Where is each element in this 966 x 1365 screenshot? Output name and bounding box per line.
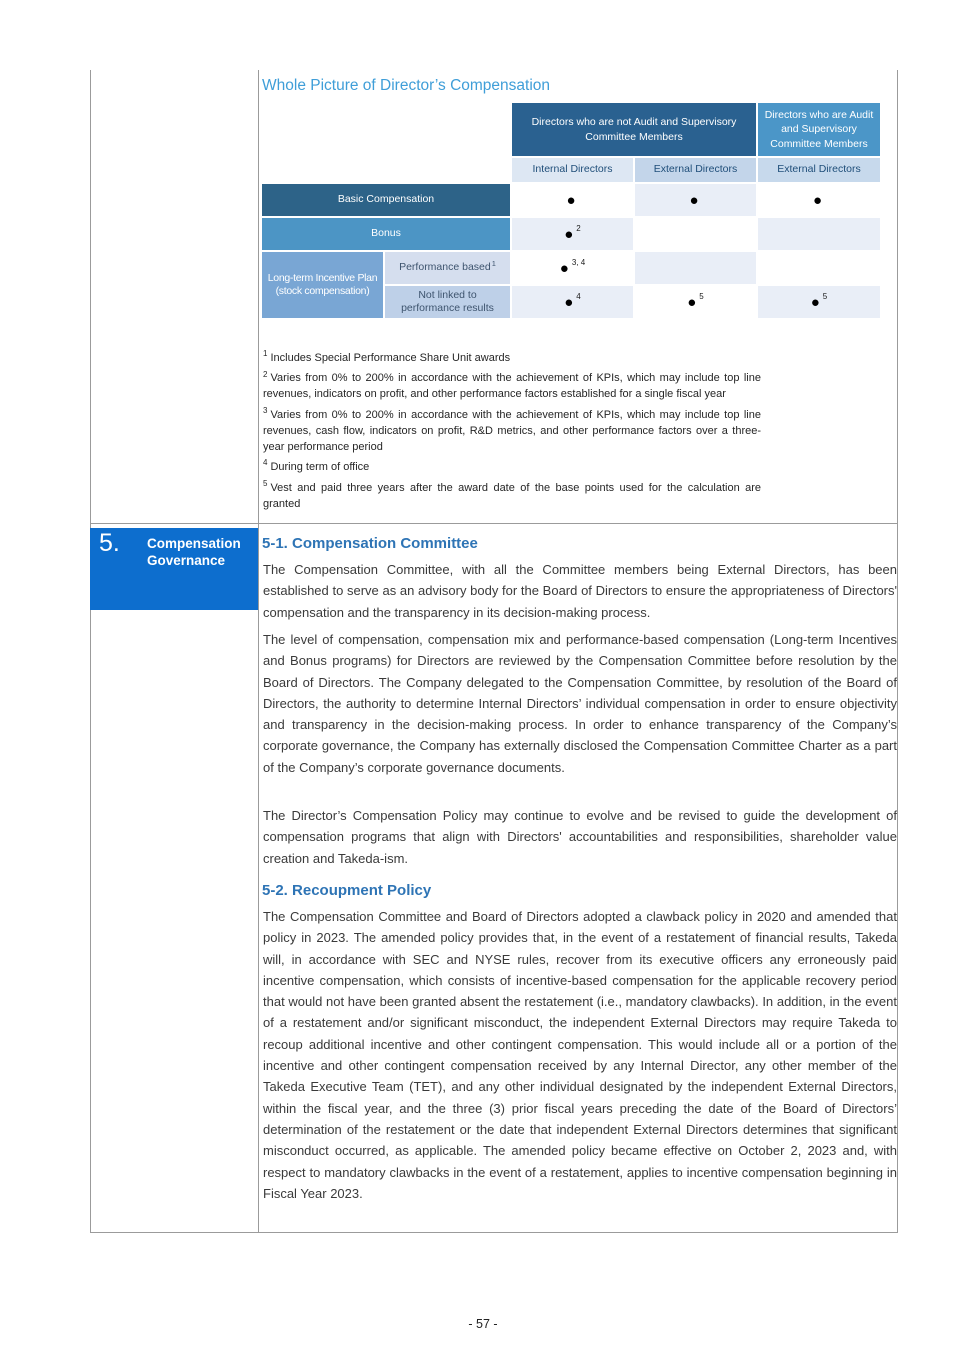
dot-footnote-ref: 3, 4	[571, 258, 586, 268]
table-cell	[635, 218, 756, 250]
row-group-label-long-term-incentive-plan: Long-term Incentive Plan (stock compensation)	[262, 252, 383, 318]
row-label-text: Performance based	[399, 261, 491, 274]
dot-marker: ●	[564, 293, 574, 311]
frame-right-border	[897, 70, 898, 1232]
footnote-2	[263, 367, 761, 403]
footnote-3	[263, 403, 761, 455]
paragraph-5-2-a: The Compensation Committee and Board of Directors adopted a clawback policy in 2020 and amended that policy in 2023. The amended policy provides that, in the event of a restatement of financial results, Takeda will, in accordance with SEC and NYSE rules, recover from its executive officers any erroneously paid incentive compensation, which consists of incentive-based compensation for the applicable recovery period that would not have been granted absent the restatement (i.e., mandatory clawbacks). In addition, in the event of a restatement and/or significant misconduct, the independent External Directors may require Takeda to recoup additional incentive and other contingent compensation. This would include all or a portion of the incentive and other contingent compensation received by any Internal Director, any other member of the Takeda Executive Team (TET), and any other individual designated by the independent External Directors, within the fiscal year, and the three (3) prior fiscal years preceding the date of the Board of Directors’ determination of the restatement or the date that independent External Directors determines that significant misconduct occurred, as applicable. The amended policy became effective on October 2, 2023 and, with respect to mandatory clawbacks in the event of a restatement, applies to incentive compensation beginning in Fiscal Year 2023.	[263, 909, 897, 1201]
column-header-external-directors: External Directors	[635, 158, 756, 182]
row-label-not-linked: Not linked to performance results	[385, 286, 510, 318]
paragraph-5-1-c: The Director’s Compensation Policy may continue to evolve and be revised to guide the development of compensation programs that align with Directors' accountabilities and responsibilities, shareholder value creation and Takeda-ism.	[263, 808, 897, 866]
heading-5-1: 5-1. Compensation Committee	[262, 535, 478, 552]
column-header-internal-directors: Internal Directors	[512, 158, 633, 182]
dot-marker: ●	[689, 191, 699, 209]
dot-marker: ●	[687, 293, 697, 311]
footnote-text: During term of office	[270, 461, 370, 474]
dot-marker: ●	[566, 191, 576, 209]
footnote-ref-1: 1	[491, 259, 496, 269]
paragraph-5-1-b: The level of compensation, compensation mix and performance-based compensation (Long-term Incentives and Bonus programs) for Directors are reviewed by the Compensation Committee before resolution by the Board of Directors. The Company delegated to the Compensation Committee, by resolution of the Board of Directors, the authority to determine Internal Directors’ individual compensation in order to ensure objectivity and transparency in the decision-making process. In order to enhance transparency of the Company’s corporate governance, the Company has externally disclosed the Compensation Committee Charter as a part of the Company’s corporate governance documents.	[263, 632, 897, 775]
dot-footnote-ref: 5	[699, 292, 704, 302]
column-header-external-directors-audit: External Directors	[758, 158, 880, 182]
section-name: Compensation Governance	[147, 536, 241, 568]
table-cell	[512, 184, 633, 216]
footnote-text: Vest and paid three years after the award date of the base points used for the calculation are granted	[263, 481, 761, 510]
page-number: - 57 -	[468, 1317, 498, 1331]
dot-marker: ●	[812, 191, 823, 209]
column-group-header-non-audit: Directors who are not Audit and Supervisory Committee Members	[512, 103, 756, 156]
table-cell	[512, 218, 633, 250]
compensation-table	[262, 103, 880, 318]
table-cell	[512, 286, 633, 318]
dot-marker: ●	[564, 225, 574, 243]
dot-footnote-ref: 5	[822, 292, 828, 302]
footnote-5	[263, 476, 761, 512]
table-cell	[758, 252, 880, 284]
frame-middle-border	[90, 523, 898, 524]
table-title: Whole Picture of Director’s Compensation	[262, 77, 551, 94]
heading-5-2: 5-2. Recoupment Policy	[262, 882, 432, 899]
row-label-bonus: Bonus	[262, 218, 510, 250]
column-group-header-audit: Directors who are Audit and Supervisory Committee Members	[758, 103, 880, 156]
row-label-basic-compensation: Basic Compensation	[262, 184, 510, 216]
table-cell	[635, 184, 756, 216]
footnote-text: Varies from 0% to 200% in accordance with the achievement of KPIs, which may include top line revenues, indicators on profit, and other performance factors established for a single fiscal year	[263, 372, 761, 401]
footnote-marker: 5	[263, 478, 268, 488]
table-cell	[758, 286, 880, 318]
footnote-text: Includes Special Performance Share Unit awards	[270, 351, 511, 364]
footnote-list	[263, 346, 761, 512]
section-number-box	[90, 528, 258, 610]
table-cell	[635, 286, 756, 318]
table-cell	[758, 184, 880, 216]
frame-left-border	[90, 70, 91, 1232]
footnote-marker: 1	[263, 349, 268, 358]
dot-marker: ●	[810, 293, 820, 311]
footnote-marker: 4	[263, 458, 268, 468]
dot-marker: ●	[559, 259, 569, 277]
table-cell	[635, 252, 756, 284]
footnote-1	[263, 346, 761, 367]
section-number: 5.	[99, 529, 120, 557]
footnote-text: Varies from 0% to 200% in accordance with the achievement of KPIs, which may include top line revenues, cash flow, indicators on profit, R&D metrics, and other performance factors over a three-year performance period	[263, 408, 761, 453]
table-cell	[758, 218, 880, 250]
paragraph-5-1-a: The Compensation Committee, with all the Committee members being External Directors, has been established to serve as an advisory body for the Board of Directors to ensure the appropriateness of Directors' compensation and the transparency in its decision-making process.	[263, 562, 897, 620]
frame-divider-border	[258, 70, 259, 1232]
dot-footnote-ref: 4	[576, 292, 581, 302]
dot-footnote-ref: 2	[576, 224, 581, 234]
row-label-performance-based	[385, 252, 510, 284]
frame-bottom-border	[90, 1232, 898, 1233]
footnote-marker: 3	[263, 406, 268, 416]
table-cell	[512, 252, 633, 284]
footnote-marker: 2	[263, 369, 268, 379]
footnote-4	[263, 455, 761, 476]
